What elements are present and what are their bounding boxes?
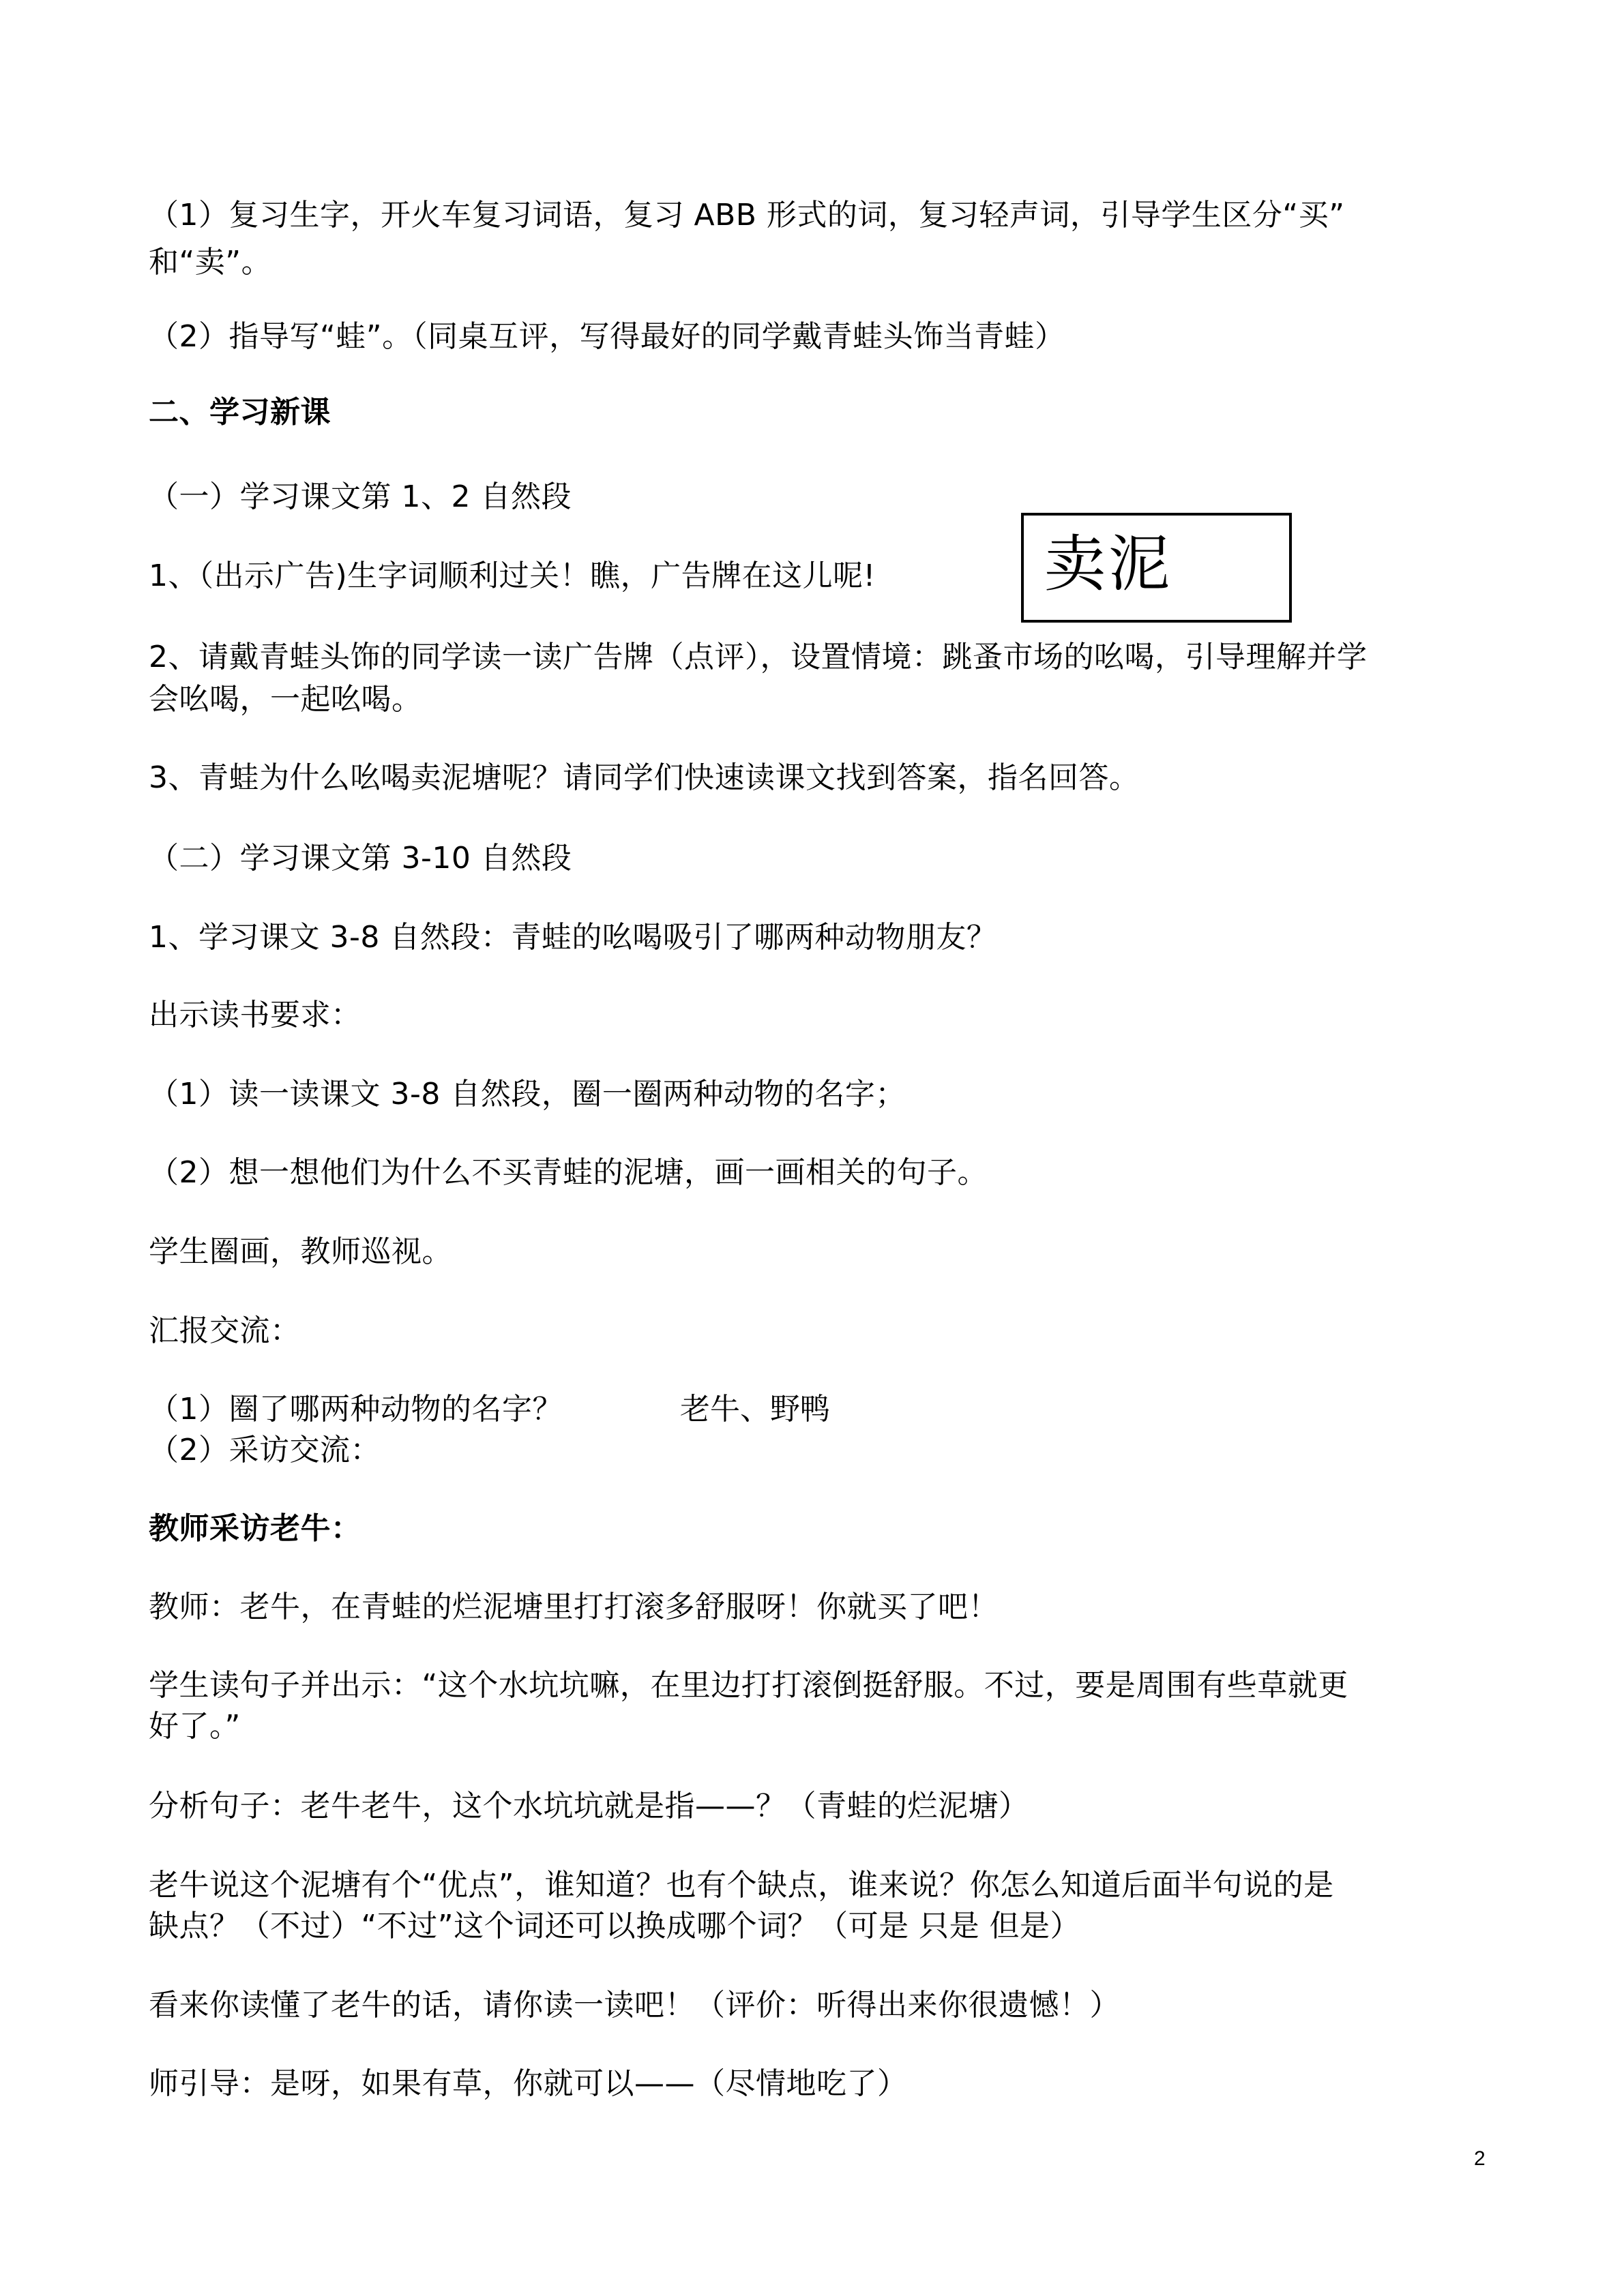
ad-sign-text: 卖泥 (1044, 528, 1172, 600)
paragraph-read-aloud: 看来你读懂了老牛的话，请你读一读吧！（评价：听得出来你很遗憾！） (149, 1988, 1120, 2023)
paragraph-reading-requirements: 出示读书要求： (149, 998, 361, 1032)
paragraph-question-animals: （1）圈了哪两种动物的名字？ (149, 1392, 563, 1427)
page-number: 2 (1474, 2147, 1486, 2170)
paragraph-teacher-ox: 教师：老牛，在青蛙的烂泥塘里打打滚多舒服呀！你就买了吧！ (149, 1590, 999, 1624)
section-heading-new-lesson: 二、学习新课 (149, 395, 331, 430)
paragraph-study-3-8: 1、学习课文 3-8 自然段：青蛙的吆喝吸引了哪两种动物朋友？ (149, 920, 997, 955)
subsection-heading-2: （二）学习课文第 3-10 自然段 (149, 841, 572, 876)
paragraph-pros-cons-cont: 缺点？（不过）“不过”这个词还可以换成哪个词？（可是 只是 但是） (149, 1909, 1081, 1943)
paragraph-read-ad: 2、请戴青蛙头饰的同学读一读广告牌（点评），设置情境：跳蚤市场的吆喝，引导理解并学 (149, 640, 1368, 674)
paragraph-interview: （2）采访交流： (149, 1433, 381, 1467)
answer-animals: 老牛、野鸭 (680, 1392, 830, 1427)
paragraph-student-reads-cont: 好了。” (149, 1709, 241, 1744)
paragraph-review-words-cont: 和“卖”。 (149, 245, 272, 280)
paragraph-requirement-1: （1）读一读课文 3-8 自然段，圈一圈两种动物的名字； (149, 1077, 906, 1112)
paragraph-report: 汇报交流： (149, 1313, 301, 1348)
heading-teacher-interviews-ox: 教师采访老牛： (149, 1511, 361, 1546)
paragraph-why-sell: 3、青蛙为什么吆喝卖泥塘呢？请同学们快速读课文找到答案，指名回答。 (149, 760, 1140, 795)
paragraph-student-reads: 学生读句子并出示：“这个水坑坑嘛，在里边打打滚倒挺舒服。不过，要是周围有些草就更 (149, 1668, 1348, 1703)
paragraph-students-mark: 学生圈画，教师巡视。 (149, 1234, 452, 1269)
ad-sign-box (1021, 513, 1292, 623)
paragraph-show-ad: 1、（出示广告)生字词顺利过关！瞧，广告牌在这儿呢! (149, 558, 876, 593)
subsection-heading-1: （一）学习课文第 1、2 自然段 (149, 479, 572, 514)
paragraph-requirement-2: （2）想一想他们为什么不买青蛙的泥塘，画一画相关的句子。 (149, 1155, 988, 1190)
paragraph-pros-cons: 老牛说这个泥塘有个“优点”，谁知道？也有个缺点，谁来说？你怎么知道后面半句说的是 (149, 1868, 1334, 1903)
paragraph-analyze-sentence: 分析句子：老牛老牛，这个水坑坑就是指——？（青蛙的烂泥塘） (149, 1789, 1029, 1823)
paragraph-guide-writing: （2）指导写“蛙”。（同桌互评，写得最好的同学戴青蛙头饰当青蛙） (149, 319, 1065, 354)
paragraph-read-ad-cont: 会吆喝，一起吆喝。 (149, 682, 422, 717)
paragraph-teacher-guide: 师引导：是呀，如果有草，你就可以——（尽情地吃了） (149, 2066, 908, 2101)
paragraph-review-words: （1）复习生字，开火车复习词语，复习 ABB 形式的词，复习轻声词，引导学生区分“买” (149, 198, 1345, 233)
